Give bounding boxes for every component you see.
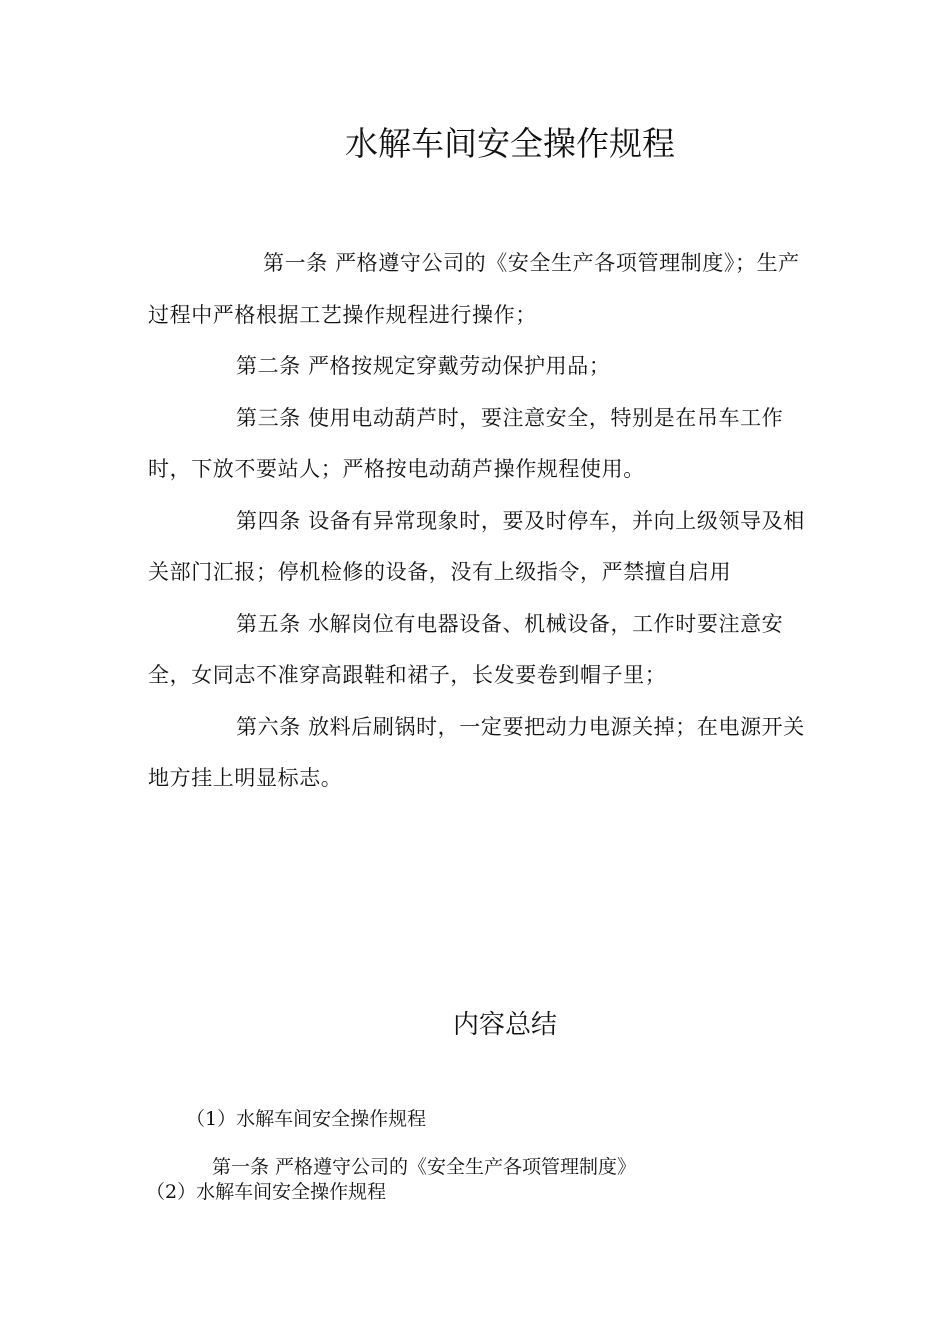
document-title: 水解车间安全操作规程 [345, 124, 675, 163]
article-5: 第五条 水解岗位有电器设备、机械设备，工作时要注意安全，女同志不准穿高跟鞋和裙子，长发要卷到帽子里； [148, 611, 784, 687]
article-3: 第三条 使用电动葫芦时，要注意安全，特别是在吊车工作时，下放不要站人；严格按电动葫芦操作规程使用。 [148, 405, 784, 481]
article-1: 第一条 严格遵守公司的《安全生产各项管理制度》；生产过程中严格根据工艺操作规程进行操作； [148, 251, 800, 327]
summary-item-1: （1）水解车间安全操作规程 [186, 1108, 427, 1130]
summary-item-2: （2）水解车间安全操作规程 [146, 1181, 387, 1203]
article-4: 第四条 设备有异常现象时，要及时停车，并向上级领导及相关部门汇报；停机检修的设备，没有上级指令，严禁擅自启用 [148, 508, 805, 584]
summary-excerpt: 第一条 严格遵守公司的《安全生产各项管理制度》 [212, 1156, 637, 1178]
article-6: 第六条 放料后刷锅时，一定要把动力电源关掉；在电源开关地方挂上明显标志。 [148, 714, 805, 790]
article-2: 第二条 严格按规定穿戴劳动保护用品； [236, 354, 611, 378]
document-body [148, 238, 808, 805]
summary-title: 内容总结 [452, 1010, 557, 1040]
